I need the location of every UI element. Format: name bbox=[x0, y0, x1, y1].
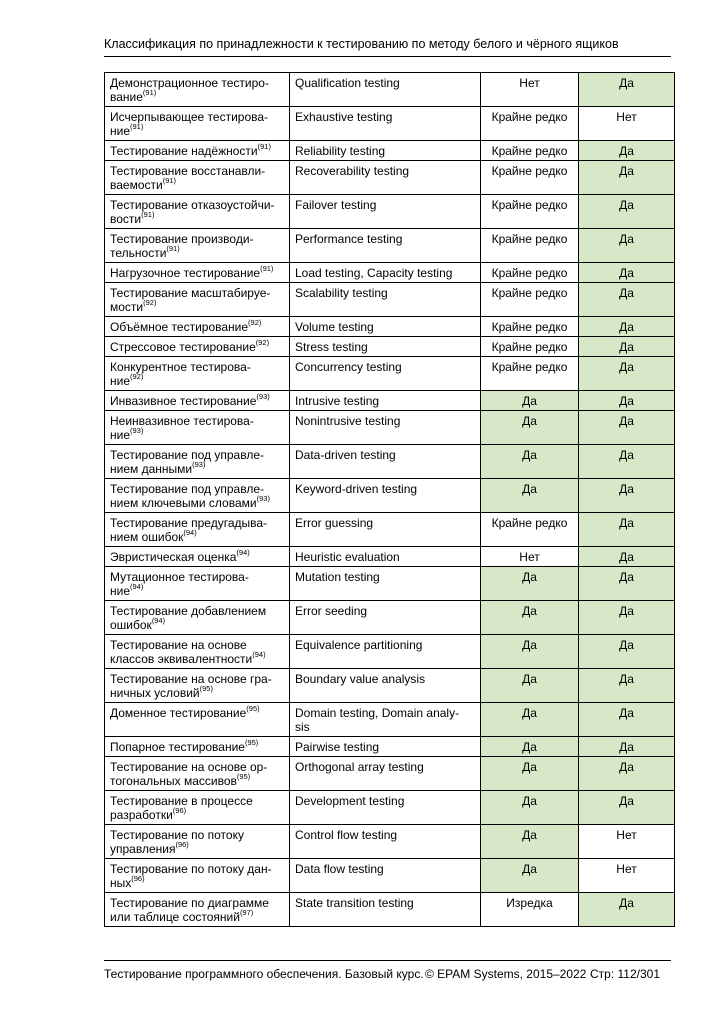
english-term-cell bbox=[290, 859, 481, 893]
russian-term-line: ошибок bbox=[110, 618, 152, 632]
russian-term-line: вание bbox=[110, 90, 143, 104]
russian-term-cell bbox=[105, 893, 290, 927]
table-row bbox=[105, 703, 675, 737]
russian-term-line: ваемости bbox=[110, 178, 163, 192]
russian-term-line: ние bbox=[110, 124, 131, 138]
white-box-value-cell: Нет bbox=[481, 73, 579, 107]
russian-term-cell bbox=[105, 635, 290, 669]
russian-term-cell bbox=[105, 283, 290, 317]
english-term-cell bbox=[290, 513, 481, 547]
footnote-reference: (93) bbox=[192, 460, 206, 469]
english-term-line: Development testing bbox=[295, 794, 405, 808]
russian-term-cell bbox=[105, 547, 290, 567]
footnote-reference: (96) bbox=[172, 806, 187, 815]
white-box-value-cell: Крайне редко bbox=[481, 357, 579, 391]
russian-term-line: нием ошибок bbox=[110, 530, 184, 544]
footnote-reference: (95) bbox=[199, 684, 213, 693]
black-box-value-cell: Нет bbox=[579, 859, 675, 893]
russian-term-line: Неинвазивное тестирова- bbox=[110, 414, 254, 428]
english-term-line: Mutation testing bbox=[295, 570, 380, 584]
white-box-value-cell: Да bbox=[481, 703, 579, 737]
white-box-value-cell: Крайне редко bbox=[481, 283, 579, 317]
black-box-value-cell: Да bbox=[579, 73, 675, 107]
table-row bbox=[105, 73, 675, 107]
russian-term-cell bbox=[105, 391, 290, 411]
table-row bbox=[105, 161, 675, 195]
table-row bbox=[105, 283, 675, 317]
english-term-line: Stress testing bbox=[295, 340, 368, 354]
russian-term-line: нием ключевыми словами bbox=[110, 496, 257, 510]
table-row bbox=[105, 635, 675, 669]
english-term-line: Boundary value analysis bbox=[295, 672, 426, 686]
english-term-line: Intrusive testing bbox=[295, 394, 380, 408]
russian-term-line: или таблице состояний bbox=[110, 910, 240, 924]
english-term-line: Orthogonal array testing bbox=[295, 760, 424, 774]
table-row bbox=[105, 263, 675, 283]
english-term-line: Concurrency testing bbox=[295, 360, 402, 374]
english-term-cell bbox=[290, 635, 481, 669]
black-box-value-cell: Нет bbox=[579, 825, 675, 859]
white-box-value-cell: Да bbox=[481, 859, 579, 893]
black-box-value-cell: Да bbox=[579, 757, 675, 791]
footer-copyright: © EPAM Systems, 2015–2022 bbox=[425, 967, 587, 981]
russian-term-line: Демонстрационное тестиро- bbox=[110, 76, 269, 90]
russian-term-cell bbox=[105, 411, 290, 445]
footer-course-title: Тестирование программного обеспечения. Базовый курс. bbox=[104, 967, 424, 981]
russian-term-line: Тестирование на основе bbox=[110, 638, 247, 652]
english-term-cell bbox=[290, 703, 481, 737]
table-row bbox=[105, 513, 675, 547]
russian-term-line: ние bbox=[110, 374, 131, 388]
black-box-value-cell: Да bbox=[579, 357, 675, 391]
table-row bbox=[105, 547, 675, 567]
russian-term-line: Попарное тестирование bbox=[110, 740, 245, 754]
black-box-value-cell: Да bbox=[579, 411, 675, 445]
russian-term-line: ние bbox=[110, 428, 131, 442]
white-box-value-cell: Да bbox=[481, 791, 579, 825]
russian-term-line: Тестирование под управле- bbox=[110, 482, 264, 496]
russian-term-line: Тестирование по потоку дан- bbox=[110, 862, 272, 876]
footnote-reference: (93) bbox=[130, 426, 144, 435]
english-term-cell bbox=[290, 445, 481, 479]
russian-term-line: Тестирование на основе ор- bbox=[110, 760, 268, 774]
russian-term-cell bbox=[105, 161, 290, 195]
english-term-line: Qualification testing bbox=[295, 76, 400, 90]
table-row bbox=[105, 107, 675, 141]
english-term-line: Failover testing bbox=[295, 198, 377, 212]
footnote-reference: (94) bbox=[183, 528, 197, 537]
russian-term-cell bbox=[105, 357, 290, 391]
russian-term-line: Нагрузочное тестирование bbox=[110, 266, 261, 280]
russian-term-line: Стрессовое тестирование bbox=[110, 340, 256, 354]
english-term-line: Heuristic evaluation bbox=[295, 550, 400, 564]
white-box-value-cell: Да bbox=[481, 825, 579, 859]
footnote-reference: (94) bbox=[151, 616, 166, 625]
english-term-line: Scalability testing bbox=[295, 286, 388, 300]
footnote-reference: (94) bbox=[130, 582, 144, 591]
footnote-reference: (92) bbox=[130, 372, 144, 381]
table-row bbox=[105, 601, 675, 635]
english-term-line: State transition testing bbox=[295, 896, 414, 910]
english-term-cell bbox=[290, 757, 481, 791]
table-row bbox=[105, 737, 675, 757]
white-box-value-cell: Крайне редко bbox=[481, 229, 579, 263]
russian-term-line: нием данными bbox=[110, 462, 193, 476]
table-row bbox=[105, 825, 675, 859]
table-row bbox=[105, 791, 675, 825]
russian-term-line: Тестирование восстанавли- bbox=[110, 164, 266, 178]
english-term-line: Data-driven testing bbox=[295, 448, 396, 462]
russian-term-cell bbox=[105, 445, 290, 479]
russian-term-cell bbox=[105, 601, 290, 635]
english-term-cell bbox=[290, 601, 481, 635]
english-term-cell bbox=[290, 141, 481, 161]
russian-term-line: Эвристическая оценка bbox=[110, 550, 237, 564]
russian-term-line: ничных условий bbox=[110, 686, 200, 700]
russian-term-line: Тестирование в процессе bbox=[110, 794, 253, 808]
russian-term-line: классов эквивалентности bbox=[110, 652, 253, 666]
white-box-value-cell: Да bbox=[481, 635, 579, 669]
black-box-value-cell: Да bbox=[579, 479, 675, 513]
black-box-value-cell: Да bbox=[579, 263, 675, 283]
black-box-value-cell: Да bbox=[579, 337, 675, 357]
english-term-line: Error guessing bbox=[295, 516, 374, 530]
black-box-value-cell: Да bbox=[579, 567, 675, 601]
russian-term-cell bbox=[105, 757, 290, 791]
white-box-value-cell: Да bbox=[481, 601, 579, 635]
footnote-reference: (92) bbox=[248, 318, 262, 327]
white-box-value-cell: Крайне редко bbox=[481, 141, 579, 161]
footnote-reference: (95) bbox=[236, 772, 251, 781]
russian-term-line: разработки bbox=[110, 808, 173, 822]
black-box-value-cell: Да bbox=[579, 195, 675, 229]
white-box-value-cell: Крайне редко bbox=[481, 195, 579, 229]
russian-term-line: вости bbox=[110, 212, 142, 226]
table-row bbox=[105, 337, 675, 357]
english-term-cell bbox=[290, 357, 481, 391]
russian-term-line: ных bbox=[110, 876, 132, 890]
white-box-value-cell: Да bbox=[481, 445, 579, 479]
page-header: Классификация по принадлежности к тестированию по методу белого и чёрного ящиков bbox=[104, 37, 619, 51]
russian-term-line: тельности bbox=[110, 246, 167, 260]
english-term-line: Error seeding bbox=[295, 604, 368, 618]
english-term-cell bbox=[290, 317, 481, 337]
english-term-cell bbox=[290, 411, 481, 445]
russian-term-line: Конкурентное тестирова- bbox=[110, 360, 251, 374]
footer-page-number: Стр: 112/301 bbox=[590, 967, 660, 981]
english-term-cell bbox=[290, 195, 481, 229]
black-box-value-cell: Да bbox=[579, 317, 675, 337]
russian-term-cell bbox=[105, 317, 290, 337]
english-term-line: Performance testing bbox=[295, 232, 403, 246]
white-box-value-cell: Да bbox=[481, 757, 579, 791]
black-box-value-cell: Да bbox=[579, 391, 675, 411]
footnote-reference: (91) bbox=[142, 88, 157, 97]
footnote-reference: (94) bbox=[252, 650, 266, 659]
table-row bbox=[105, 859, 675, 893]
black-box-value-cell: Да bbox=[579, 161, 675, 195]
footnote-reference: (96) bbox=[131, 874, 145, 883]
english-term-line: sis bbox=[295, 720, 310, 734]
footnote-reference: (92) bbox=[255, 338, 270, 347]
russian-term-cell bbox=[105, 737, 290, 757]
white-box-value-cell: Крайне редко bbox=[481, 513, 579, 547]
russian-term-cell bbox=[105, 263, 290, 283]
footnote-reference: (91) bbox=[260, 264, 274, 273]
russian-term-line: Тестирование надёжности bbox=[110, 144, 258, 158]
english-term-line: Recoverability testing bbox=[295, 164, 410, 178]
english-term-cell bbox=[290, 893, 481, 927]
white-box-value-cell: Крайне редко bbox=[481, 263, 579, 283]
english-term-cell bbox=[290, 391, 481, 411]
english-term-cell bbox=[290, 825, 481, 859]
black-box-value-cell: Да bbox=[579, 283, 675, 317]
english-term-cell bbox=[290, 479, 481, 513]
english-term-line: Exhaustive testing bbox=[295, 110, 393, 124]
russian-term-line: мости bbox=[110, 300, 144, 314]
footnote-reference: (91) bbox=[162, 176, 177, 185]
table-row bbox=[105, 757, 675, 791]
russian-term-cell bbox=[105, 567, 290, 601]
english-term-line: Pairwise testing bbox=[295, 740, 380, 754]
english-term-cell bbox=[290, 669, 481, 703]
footer-divider bbox=[104, 960, 671, 961]
table-row bbox=[105, 195, 675, 229]
russian-term-line: управления bbox=[110, 842, 176, 856]
white-box-value-cell: Крайне редко bbox=[481, 317, 579, 337]
table-row bbox=[105, 141, 675, 161]
footnote-reference: (91) bbox=[141, 210, 155, 219]
russian-term-cell bbox=[105, 141, 290, 161]
english-term-cell bbox=[290, 263, 481, 283]
black-box-value-cell: Да bbox=[579, 445, 675, 479]
english-term-line: Volume testing bbox=[295, 320, 374, 334]
black-box-value-cell: Да bbox=[579, 601, 675, 635]
footnote-reference: (91) bbox=[166, 244, 180, 253]
english-term-cell bbox=[290, 791, 481, 825]
russian-term-line: Тестирование добавлением bbox=[110, 604, 267, 618]
header-divider bbox=[104, 56, 671, 57]
table-row bbox=[105, 479, 675, 513]
white-box-value-cell: Изредка bbox=[481, 893, 579, 927]
black-box-value-cell: Да bbox=[579, 893, 675, 927]
russian-term-line: Тестирование масштабируе- bbox=[110, 286, 271, 300]
english-term-cell bbox=[290, 229, 481, 263]
footnote-reference: (92) bbox=[143, 298, 157, 307]
footnote-reference: (91) bbox=[130, 122, 144, 131]
white-box-value-cell: Да bbox=[481, 669, 579, 703]
russian-term-cell bbox=[105, 337, 290, 357]
black-box-value-cell: Да bbox=[579, 791, 675, 825]
english-term-line: Reliability testing bbox=[295, 144, 386, 158]
table-row bbox=[105, 357, 675, 391]
white-box-value-cell: Крайне редко bbox=[481, 161, 579, 195]
russian-term-cell bbox=[105, 825, 290, 859]
black-box-value-cell: Да bbox=[579, 669, 675, 703]
footnote-reference: (95) bbox=[246, 704, 260, 713]
black-box-value-cell: Да bbox=[579, 635, 675, 669]
white-box-value-cell: Нет bbox=[481, 547, 579, 567]
black-box-value-cell: Нет bbox=[579, 107, 675, 141]
english-term-cell bbox=[290, 547, 481, 567]
table-row bbox=[105, 411, 675, 445]
english-term-line: Load testing, Capacity testing bbox=[295, 266, 453, 280]
russian-term-cell bbox=[105, 195, 290, 229]
russian-term-line: Доменное тестирование bbox=[110, 706, 247, 720]
black-box-value-cell: Да bbox=[579, 229, 675, 263]
russian-term-line: Тестирование под управле- bbox=[110, 448, 264, 462]
english-term-cell bbox=[290, 337, 481, 357]
russian-term-cell bbox=[105, 229, 290, 263]
white-box-value-cell: Да bbox=[481, 411, 579, 445]
english-term-line: Control flow testing bbox=[295, 828, 398, 842]
english-term-cell bbox=[290, 283, 481, 317]
english-term-cell bbox=[290, 161, 481, 195]
russian-term-line: Тестирование на основе гра- bbox=[110, 672, 272, 686]
black-box-value-cell: Да bbox=[579, 547, 675, 567]
table-row bbox=[105, 669, 675, 703]
footnote-reference: (97) bbox=[239, 908, 254, 917]
english-term-line: Nonintrusive testing bbox=[295, 414, 401, 428]
english-term-cell bbox=[290, 107, 481, 141]
english-term-line: Domain testing, Domain analy- bbox=[295, 706, 460, 720]
black-box-value-cell: Да bbox=[579, 513, 675, 547]
russian-term-cell bbox=[105, 107, 290, 141]
white-box-value-cell: Да bbox=[481, 737, 579, 757]
russian-term-line: Мутационное тестирова- bbox=[110, 570, 249, 584]
english-term-cell bbox=[290, 737, 481, 757]
english-term-line: Data flow testing bbox=[295, 862, 384, 876]
russian-term-cell bbox=[105, 73, 290, 107]
russian-term-line: Тестирование отказоустойчи- bbox=[110, 198, 275, 212]
russian-term-cell bbox=[105, 859, 290, 893]
russian-term-line: Тестирование по диаграмме bbox=[110, 896, 269, 910]
russian-term-line: ние bbox=[110, 584, 131, 598]
table-row bbox=[105, 317, 675, 337]
russian-term-cell bbox=[105, 479, 290, 513]
footnote-reference: (93) bbox=[256, 392, 270, 401]
russian-term-line: Объёмное тестирование bbox=[110, 320, 249, 334]
english-term-line: Keyword-driven testing bbox=[295, 482, 418, 496]
english-term-cell bbox=[290, 567, 481, 601]
white-box-value-cell: Да bbox=[481, 391, 579, 411]
black-box-value-cell: Да bbox=[579, 141, 675, 161]
table-row bbox=[105, 893, 675, 927]
white-box-value-cell: Крайне редко bbox=[481, 337, 579, 357]
black-box-value-cell: Да bbox=[579, 703, 675, 737]
russian-term-line: Исчерпывающее тестирова- bbox=[110, 110, 269, 124]
russian-term-cell bbox=[105, 791, 290, 825]
english-term-line: Equivalence partitioning bbox=[295, 638, 423, 652]
table-row bbox=[105, 229, 675, 263]
footnote-reference: (91) bbox=[257, 142, 271, 151]
white-box-value-cell: Крайне редко bbox=[481, 107, 579, 141]
black-box-value-cell: Да bbox=[579, 737, 675, 757]
white-box-value-cell: Да bbox=[481, 479, 579, 513]
table-row bbox=[105, 445, 675, 479]
russian-term-cell bbox=[105, 513, 290, 547]
classification-table bbox=[104, 72, 675, 927]
russian-term-line: Тестирование по потоку bbox=[110, 828, 244, 842]
footnote-reference: (94) bbox=[236, 548, 250, 557]
english-term-cell bbox=[290, 73, 481, 107]
russian-term-line: Тестирование предугадыва- bbox=[110, 516, 268, 530]
table-row bbox=[105, 567, 675, 601]
russian-term-line: Инвазивное тестирование bbox=[110, 394, 257, 408]
footnote-reference: (96) bbox=[175, 840, 189, 849]
white-box-value-cell: Да bbox=[481, 567, 579, 601]
russian-term-line: Тестирование производи- bbox=[110, 232, 254, 246]
footnote-reference: (93) bbox=[256, 494, 270, 503]
footnote-reference: (95) bbox=[244, 738, 259, 747]
table-row bbox=[105, 391, 675, 411]
russian-term-line: тогональных массивов bbox=[110, 774, 237, 788]
russian-term-cell bbox=[105, 669, 290, 703]
russian-term-cell bbox=[105, 703, 290, 737]
